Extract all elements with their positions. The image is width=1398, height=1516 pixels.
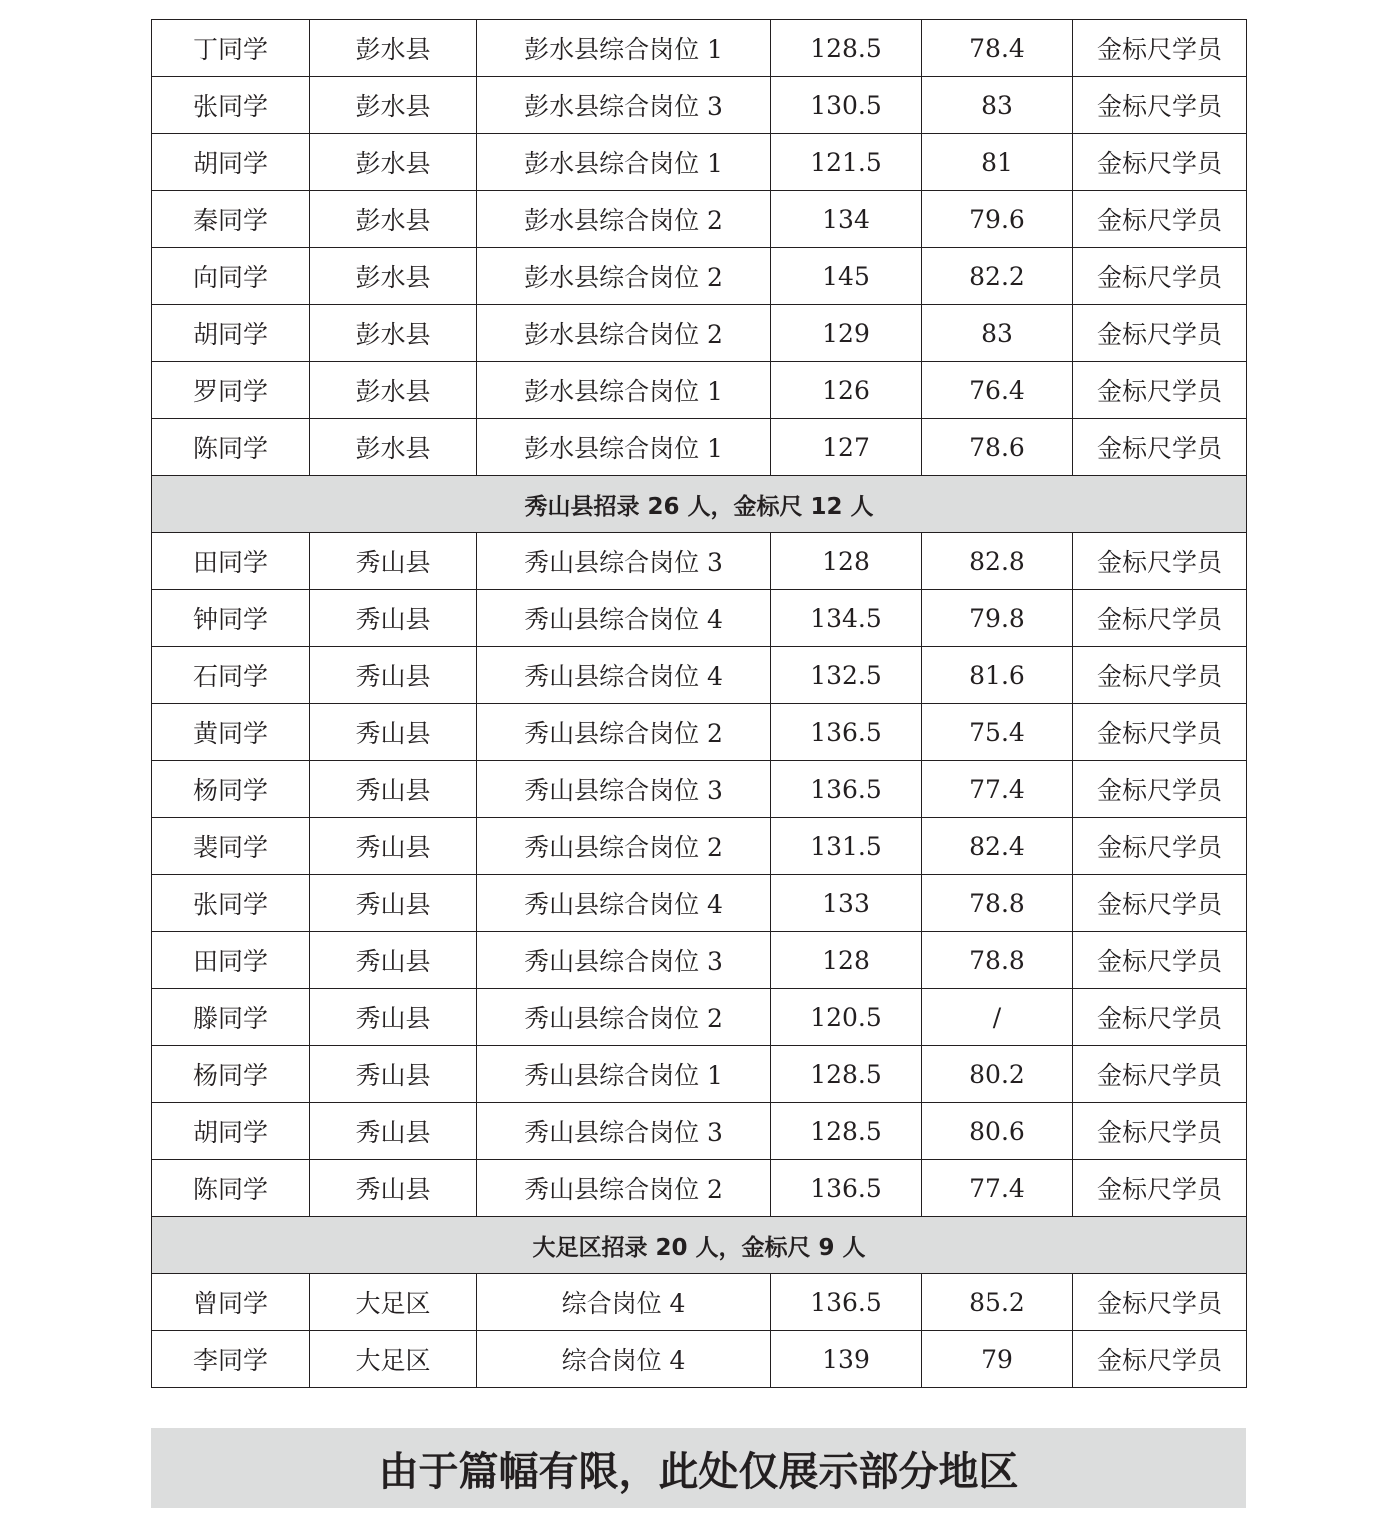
written-score-cell: 136.5 — [771, 761, 922, 818]
trainee-tag-cell: 金标尺学员 — [1073, 77, 1247, 134]
trainee-tag-cell: 金标尺学员 — [1073, 362, 1247, 419]
position-cell: 综合岗位 4 — [477, 1274, 771, 1331]
position-cell: 秀山县综合岗位 1 — [477, 1046, 771, 1103]
table-row — [152, 761, 1247, 818]
trainee-tag-cell: 金标尺学员 — [1073, 761, 1247, 818]
table-row — [152, 818, 1247, 875]
student-name-cell: 胡同学 — [152, 134, 310, 191]
student-name-cell: 罗同学 — [152, 362, 310, 419]
written-score-cell: 128.5 — [771, 20, 922, 77]
trainee-tag-cell: 金标尺学员 — [1073, 533, 1247, 590]
student-name-cell: 秦同学 — [152, 191, 310, 248]
table-row — [152, 77, 1247, 134]
trainee-tag-cell: 金标尺学员 — [1073, 1103, 1247, 1160]
interview-score-cell: 82.2 — [922, 248, 1073, 305]
student-name-cell: 钟同学 — [152, 590, 310, 647]
trainee-tag-cell: 金标尺学员 — [1073, 419, 1247, 476]
county-cell: 秀山县 — [310, 932, 477, 989]
table-row — [152, 1331, 1247, 1388]
interview-score-cell: 78.8 — [922, 875, 1073, 932]
written-score-cell: 132.5 — [771, 647, 922, 704]
written-score-cell: 128 — [771, 932, 922, 989]
position-cell: 彭水县综合岗位 1 — [477, 362, 771, 419]
student-name-cell: 黄同学 — [152, 704, 310, 761]
trainee-tag-cell: 金标尺学员 — [1073, 704, 1247, 761]
position-cell: 综合岗位 4 — [477, 1331, 771, 1388]
interview-score-cell: 78.6 — [922, 419, 1073, 476]
interview-score-cell: 83 — [922, 305, 1073, 362]
section-heading-row — [152, 1217, 1247, 1274]
trainee-tag-cell: 金标尺学员 — [1073, 590, 1247, 647]
table-row — [152, 248, 1247, 305]
county-cell: 彭水县 — [310, 248, 477, 305]
interview-score-cell: 76.4 — [922, 362, 1073, 419]
county-cell: 秀山县 — [310, 1046, 477, 1103]
written-score-cell: 121.5 — [771, 134, 922, 191]
county-cell: 秀山县 — [310, 989, 477, 1046]
county-cell: 秀山县 — [310, 647, 477, 704]
position-cell: 秀山县综合岗位 4 — [477, 647, 771, 704]
trainee-tag-cell: 金标尺学员 — [1073, 248, 1247, 305]
section-heading-row — [152, 476, 1247, 533]
results-table — [151, 19, 1247, 1388]
written-score-cell: 126 — [771, 362, 922, 419]
table-row — [152, 647, 1247, 704]
student-name-cell: 滕同学 — [152, 989, 310, 1046]
county-cell: 彭水县 — [310, 134, 477, 191]
county-cell: 彭水县 — [310, 191, 477, 248]
written-score-cell: 120.5 — [771, 989, 922, 1046]
interview-score-cell: 77.4 — [922, 761, 1073, 818]
table-row — [152, 191, 1247, 248]
interview-score-cell: 80.2 — [922, 1046, 1073, 1103]
written-score-cell: 131.5 — [771, 818, 922, 875]
student-name-cell: 胡同学 — [152, 305, 310, 362]
student-name-cell: 田同学 — [152, 932, 310, 989]
table-row — [152, 305, 1247, 362]
county-cell: 彭水县 — [310, 77, 477, 134]
county-cell: 秀山县 — [310, 1103, 477, 1160]
position-cell: 秀山县综合岗位 4 — [477, 875, 771, 932]
table-row — [152, 533, 1247, 590]
county-cell: 彭水县 — [310, 305, 477, 362]
position-cell: 彭水县综合岗位 1 — [477, 419, 771, 476]
section-heading: 秀山县招录 26 人，金标尺 12 人 — [152, 476, 1247, 533]
table-row — [152, 1274, 1247, 1331]
written-score-cell: 136.5 — [771, 704, 922, 761]
trainee-tag-cell: 金标尺学员 — [1073, 989, 1247, 1046]
county-cell: 秀山县 — [310, 704, 477, 761]
interview-score-cell: 80.6 — [922, 1103, 1073, 1160]
county-cell: 彭水县 — [310, 419, 477, 476]
interview-score-cell: 85.2 — [922, 1274, 1073, 1331]
footer-notice-banner — [151, 1428, 1246, 1508]
trainee-tag-cell: 金标尺学员 — [1073, 932, 1247, 989]
county-cell: 大足区 — [310, 1274, 477, 1331]
table-row — [152, 362, 1247, 419]
table-row — [152, 875, 1247, 932]
interview-score-cell: 81 — [922, 134, 1073, 191]
student-name-cell: 张同学 — [152, 77, 310, 134]
trainee-tag-cell: 金标尺学员 — [1073, 1331, 1247, 1388]
written-score-cell: 133 — [771, 875, 922, 932]
trainee-tag-cell: 金标尺学员 — [1073, 134, 1247, 191]
county-cell: 秀山县 — [310, 1160, 477, 1217]
table-row — [152, 704, 1247, 761]
interview-score-cell: 79.8 — [922, 590, 1073, 647]
interview-score-cell: 79 — [922, 1331, 1073, 1388]
student-name-cell: 丁同学 — [152, 20, 310, 77]
position-cell: 彭水县综合岗位 1 — [477, 20, 771, 77]
written-score-cell: 134.5 — [771, 590, 922, 647]
interview-score-cell: / — [922, 989, 1073, 1046]
county-cell: 秀山县 — [310, 761, 477, 818]
position-cell: 彭水县综合岗位 2 — [477, 191, 771, 248]
student-name-cell: 陈同学 — [152, 1160, 310, 1217]
interview-score-cell: 82.8 — [922, 533, 1073, 590]
position-cell: 秀山县综合岗位 3 — [477, 932, 771, 989]
table-row — [152, 20, 1247, 77]
county-cell: 彭水县 — [310, 20, 477, 77]
county-cell: 秀山县 — [310, 818, 477, 875]
table-row — [152, 1103, 1247, 1160]
table-row — [152, 1160, 1247, 1217]
trainee-tag-cell: 金标尺学员 — [1073, 647, 1247, 704]
interview-score-cell: 83 — [922, 77, 1073, 134]
student-name-cell: 杨同学 — [152, 761, 310, 818]
county-cell: 秀山县 — [310, 590, 477, 647]
trainee-tag-cell: 金标尺学员 — [1073, 20, 1247, 77]
student-name-cell: 李同学 — [152, 1331, 310, 1388]
written-score-cell: 145 — [771, 248, 922, 305]
trainee-tag-cell: 金标尺学员 — [1073, 1046, 1247, 1103]
position-cell: 彭水县综合岗位 3 — [477, 77, 771, 134]
written-score-cell: 134 — [771, 191, 922, 248]
interview-score-cell: 78.4 — [922, 20, 1073, 77]
student-name-cell: 田同学 — [152, 533, 310, 590]
trainee-tag-cell: 金标尺学员 — [1073, 1160, 1247, 1217]
trainee-tag-cell: 金标尺学员 — [1073, 875, 1247, 932]
table-row — [152, 134, 1247, 191]
position-cell: 秀山县综合岗位 3 — [477, 533, 771, 590]
footer-notice-text: 由于篇幅有限，此处仅展示部分地区 — [378, 1448, 1019, 1495]
written-score-cell: 139 — [771, 1331, 922, 1388]
position-cell: 彭水县综合岗位 2 — [477, 305, 771, 362]
written-score-cell: 128 — [771, 533, 922, 590]
table-row — [152, 1046, 1247, 1103]
interview-score-cell: 78.8 — [922, 932, 1073, 989]
position-cell: 彭水县综合岗位 2 — [477, 248, 771, 305]
written-score-cell: 127 — [771, 419, 922, 476]
interview-score-cell: 82.4 — [922, 818, 1073, 875]
county-cell: 秀山县 — [310, 875, 477, 932]
interview-score-cell: 77.4 — [922, 1160, 1073, 1217]
table-row — [152, 419, 1247, 476]
table-row — [152, 590, 1247, 647]
county-cell: 大足区 — [310, 1331, 477, 1388]
student-name-cell: 曾同学 — [152, 1274, 310, 1331]
table-row — [152, 989, 1247, 1046]
written-score-cell: 136.5 — [771, 1160, 922, 1217]
written-score-cell: 129 — [771, 305, 922, 362]
county-cell: 彭水县 — [310, 362, 477, 419]
position-cell: 秀山县综合岗位 2 — [477, 704, 771, 761]
trainee-tag-cell: 金标尺学员 — [1073, 1274, 1247, 1331]
interview-score-cell: 75.4 — [922, 704, 1073, 761]
student-name-cell: 裴同学 — [152, 818, 310, 875]
position-cell: 彭水县综合岗位 1 — [477, 134, 771, 191]
written-score-cell: 128.5 — [771, 1046, 922, 1103]
position-cell: 秀山县综合岗位 3 — [477, 761, 771, 818]
position-cell: 秀山县综合岗位 3 — [477, 1103, 771, 1160]
position-cell: 秀山县综合岗位 2 — [477, 989, 771, 1046]
written-score-cell: 130.5 — [771, 77, 922, 134]
interview-score-cell: 81.6 — [922, 647, 1073, 704]
trainee-tag-cell: 金标尺学员 — [1073, 305, 1247, 362]
position-cell: 秀山县综合岗位 4 — [477, 590, 771, 647]
position-cell: 秀山县综合岗位 2 — [477, 818, 771, 875]
student-name-cell: 胡同学 — [152, 1103, 310, 1160]
student-name-cell: 张同学 — [152, 875, 310, 932]
trainee-tag-cell: 金标尺学员 — [1073, 818, 1247, 875]
results-table-body — [152, 20, 1247, 1388]
student-name-cell: 石同学 — [152, 647, 310, 704]
table-row — [152, 932, 1247, 989]
county-cell: 秀山县 — [310, 533, 477, 590]
written-score-cell: 136.5 — [771, 1274, 922, 1331]
written-score-cell: 128.5 — [771, 1103, 922, 1160]
student-name-cell: 陈同学 — [152, 419, 310, 476]
student-name-cell: 向同学 — [152, 248, 310, 305]
student-name-cell: 杨同学 — [152, 1046, 310, 1103]
position-cell: 秀山县综合岗位 2 — [477, 1160, 771, 1217]
section-heading: 大足区招录 20 人，金标尺 9 人 — [152, 1217, 1247, 1274]
trainee-tag-cell: 金标尺学员 — [1073, 191, 1247, 248]
interview-score-cell: 79.6 — [922, 191, 1073, 248]
